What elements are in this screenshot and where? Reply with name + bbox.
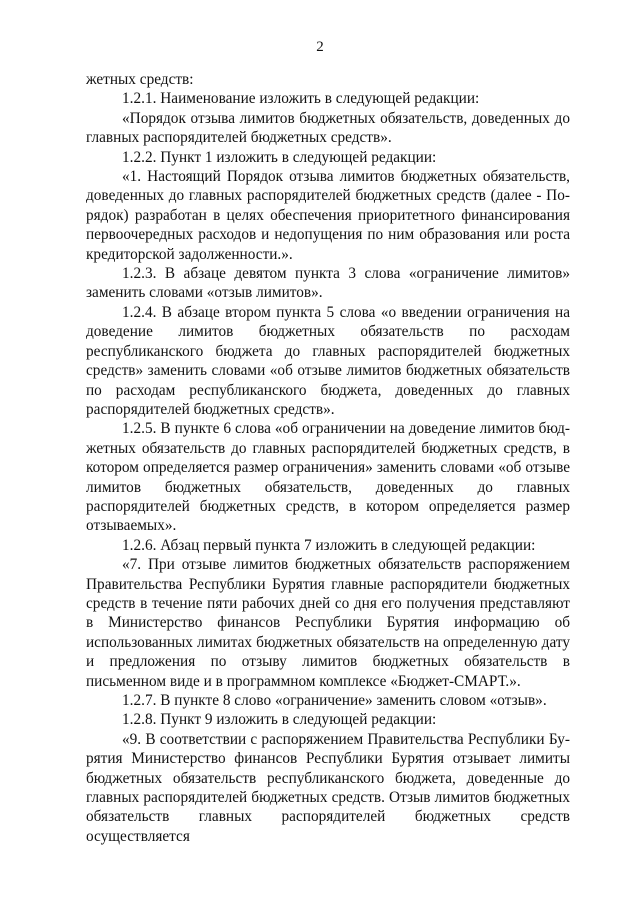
paragraph-clause-9: «9. В соответствии с распоряжением Правительства Республики Бурятия Министерство финансов Республики Бурятия отзывает лимиты бюджетных обязательств республиканского бюджета, доведенные до главных распорядителей бюджетных средств. Отзыв лимитов бюджетных обязательств главных распорядителей бюджетных средств осуществляется — [86, 730, 570, 845]
paragraph-1-2-5: 1.2.5. В пункте 6 слова «об ограничении на доведение лимитов бюджетных обязательств до главных распорядителей бюджетных средств, в котором определяется размер ограничения» заменить словами «об отзыве лимитов бюджетных обязательств, доведенных до главных распорядителей бюджетных средств, в котором определяется размер отзываемых». — [86, 420, 570, 535]
paragraph-1-2-6: 1.2.6. Абзац первый пункта 7 изложить в следующей редакции: — [122, 536, 536, 554]
paragraph-clause-1: «1. Настоящий Порядок отзыва лимитов бюджетных обязательств, доведенных до главных распорядителей бюджетных средств (далее - Порядок) разработан в целях обеспечения приоритетного финансирования первоочередных расходов и недопущения по ним образования или роста кредиторской задолженности.». — [86, 168, 570, 263]
paragraph-1-2-7: 1.2.7. В пункте 8 слово «ограничение» заменить словом «отзыв». — [122, 692, 547, 709]
paragraph-1-2-3: 1.2.3. В абзаце девятом пункта 3 слова «ограничение лимитов» заменить словами «отзыв лимитов». — [86, 265, 570, 302]
paragraph-continuation: жетных средств: — [86, 71, 194, 88]
document-body — [86, 70, 570, 846]
paragraph-order-title: «Порядок отзыва лимитов бюджетных обязательств, доведенных до главных распорядителей бюджетных средств». — [86, 109, 570, 147]
paragraph-1-2-8: 1.2.8. Пункт 9 изложить в следующей редакции: — [122, 711, 437, 729]
paragraph-1-2-1: 1.2.1. Наименование изложить в следующей редакции: — [122, 90, 480, 108]
paragraph-clause-7: «7. При отзыве лимитов бюджетных обязательств распоряжением Правительства Республики Бурятия главные распорядители бюджетных средств в течение пяти рабочих дней со дня его получения представляют в Министерство финансов Республики Бурятия информацию об использованных лимитах бюджетных обязательств на определенную дату и предложения по отзыву лимитов бюджетных обязательств в письменном виде и в программном комплексе «Бюджет-СМАРТ.». — [86, 556, 570, 690]
paragraph-1-2-4: 1.2.4. В абзаце втором пункта 5 слова «о введении ограничения на доведение лимитов бюджетных обязательств по расходам республиканского бюджета до главных распорядителей бюджетных средств» заменить словами «об отзыве лимитов бюджетных обязательств по расходам республиканского бюджета, доведенных до главных распорядителей бюджетных средств». — [86, 303, 570, 418]
page-number: 2 — [316, 39, 324, 55]
paragraph-1-2-2: 1.2.2. Пункт 1 изложить в следующей редакции: — [122, 148, 437, 166]
